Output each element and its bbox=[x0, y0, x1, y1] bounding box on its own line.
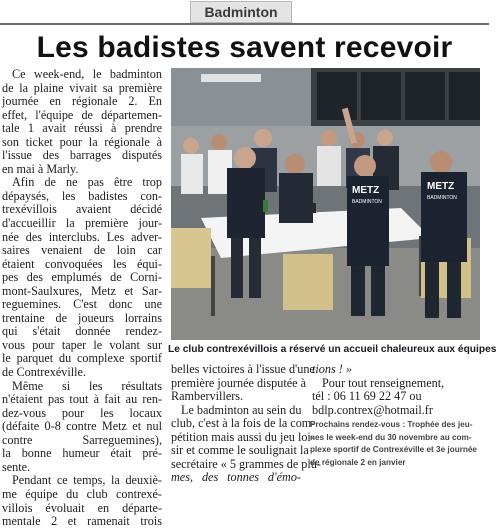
paragraph-6 bbox=[171, 402, 321, 485]
paragraph-3 bbox=[2, 380, 162, 475]
paragraph-4 bbox=[2, 474, 162, 528]
article-column-2 bbox=[171, 362, 321, 485]
text-line: mont-Saulxures, Metz et Sar- bbox=[2, 283, 162, 298]
text-line: Rambervillers. bbox=[171, 389, 244, 404]
text-line: Le badminton au sein du bbox=[181, 402, 302, 417]
text-line: née des interclubs. Les adver- bbox=[2, 229, 162, 244]
paragraph-1 bbox=[2, 68, 162, 176]
text-line: tions ! » bbox=[312, 362, 352, 376]
text-line: qui s'était donnée rendez- bbox=[2, 324, 162, 339]
section-tag: Badminton bbox=[190, 1, 292, 23]
team-photo-illustration bbox=[171, 68, 480, 340]
text-line: reguemines. C'est donc une bbox=[2, 297, 162, 312]
paragraph-5 bbox=[171, 362, 315, 404]
text-line: Pour tout renseignement, bbox=[322, 375, 445, 390]
text-line: d'accueillir la première jour- bbox=[2, 216, 162, 231]
text-line: journée en régionale 2. En bbox=[2, 94, 162, 109]
text-line: dez-vous pour les locaux bbox=[2, 405, 162, 420]
text-line: de Contrexéville. bbox=[2, 365, 86, 380]
info-line: nes le week-end du 30 novembre au com- bbox=[310, 432, 472, 442]
text-line: sir et comme le soulignait la bbox=[171, 443, 309, 458]
text-line: pes des emplumés de Corni- bbox=[2, 270, 162, 285]
info-line: Prochains rendez-vous : Trophée des jeu- bbox=[310, 420, 473, 429]
text-line: sente. bbox=[2, 459, 31, 474]
text-line: Même si les résultats bbox=[12, 378, 162, 393]
headline: Les badistes savent recevoir bbox=[36, 31, 453, 64]
text-line: Afin de ne pas être trop bbox=[12, 175, 162, 190]
text-line: la bonne humeur était pré- bbox=[2, 446, 162, 461]
text-line: me équipe du club contrexé- bbox=[2, 486, 162, 501]
jersey-subtext: BADMINTON bbox=[427, 195, 457, 201]
text-line: le parquet du complexe sportif bbox=[2, 351, 162, 366]
photo-caption: Le club contrexévillois a réservé un accueil chaleureux aux équipes bbox=[168, 344, 496, 355]
text-line: dépaysés, les badistes con- bbox=[2, 188, 162, 203]
article-column-1 bbox=[2, 67, 162, 529]
info-line: plexe sportif de Contrexéville et 3e journée bbox=[310, 445, 477, 454]
team-photo bbox=[171, 68, 480, 340]
text-line: première journée disputée à bbox=[171, 375, 307, 390]
text-line: son ticket pour la régionale à bbox=[2, 134, 162, 149]
jersey-text: METZ bbox=[427, 181, 455, 192]
text-line: Ce week-end, le badminton bbox=[12, 67, 162, 81]
text-line: mentale 2 et ramenait trois bbox=[2, 514, 162, 529]
text-line: saires venaient de loin car bbox=[2, 243, 162, 258]
email-line: bdlp.contrex@hotmail.fr bbox=[312, 402, 433, 417]
text-line: effet, l'équipe de départemen- bbox=[2, 107, 162, 122]
info-line: de régionale 2 en janvier bbox=[310, 457, 406, 467]
text-line: étaient convoquées les équi- bbox=[2, 256, 162, 271]
text-line: club, c'est à la fois de la com- bbox=[171, 416, 316, 431]
text-line: (défaite 0-8 contre Metz et nul bbox=[2, 419, 162, 434]
text-line: de la plaine vivait sa première bbox=[2, 80, 162, 95]
text-line: Pendant ce temps, la deuxiè- bbox=[12, 473, 162, 488]
text-line: contre Sarreguemines), bbox=[2, 432, 162, 447]
text-line: secrétaire « 5 grammes de plu- bbox=[171, 456, 321, 471]
phone-line: tél : 06 11 69 22 47 ou bbox=[312, 389, 422, 404]
paragraph-2 bbox=[2, 176, 162, 379]
section-tag-bar bbox=[0, 0, 489, 25]
text-line: pétition mais aussi du jeu loi- bbox=[171, 429, 315, 444]
jersey-subtext: BADMINTON bbox=[352, 199, 382, 205]
text-line: belles victoires à l'issue d'une bbox=[171, 362, 315, 376]
text-line: trexévillois avaient décidé bbox=[2, 202, 162, 217]
text-line: vous pour taper le volant sur bbox=[2, 337, 162, 352]
text-line: mes, des tonnes d'émo- bbox=[171, 470, 301, 485]
text-line: tale 1 avait réussi à prendre bbox=[2, 121, 162, 136]
info-box bbox=[310, 419, 487, 469]
text-line: trentaine de joueurs lorrains bbox=[2, 310, 162, 325]
text-line: n'étaient pas tout à fait au ren- bbox=[2, 392, 162, 407]
text-line: villois évoluait en départe- bbox=[2, 500, 162, 515]
text-line: en mai à Marly. bbox=[2, 161, 79, 176]
text-line: l'issue des barrages disputés bbox=[2, 148, 162, 163]
jersey-text: METZ bbox=[352, 185, 380, 196]
